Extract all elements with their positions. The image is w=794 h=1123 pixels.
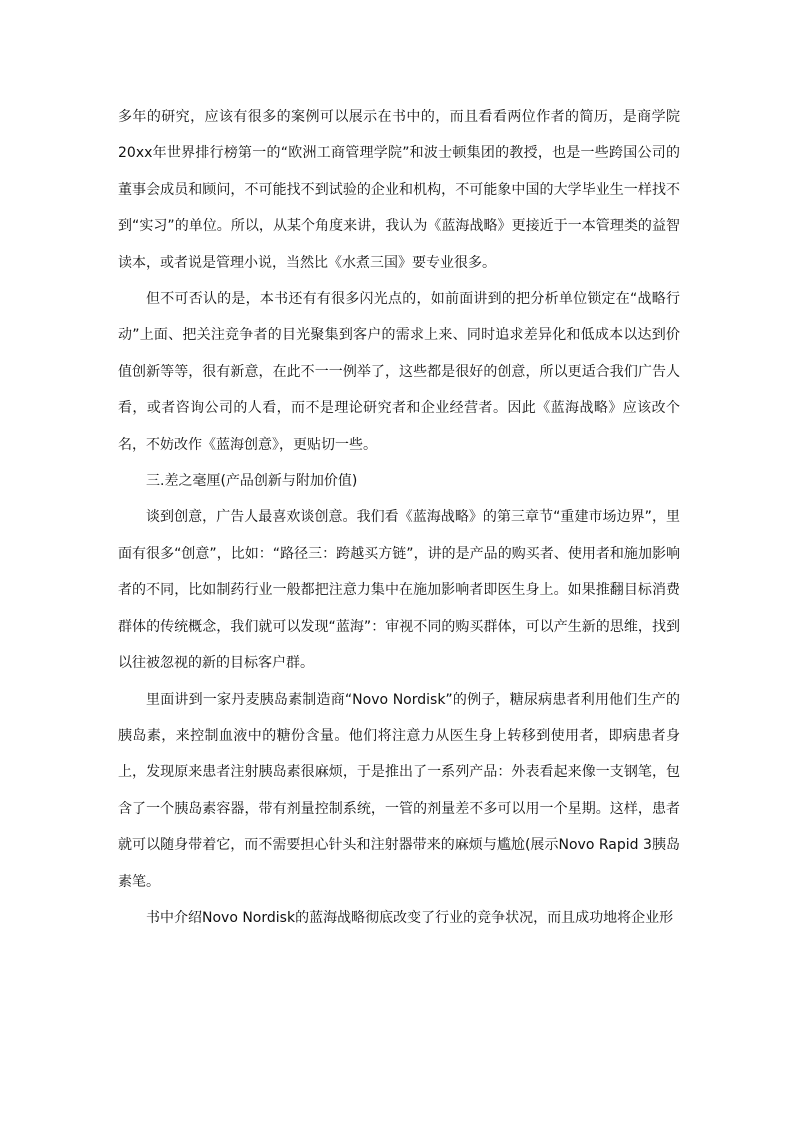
paragraph-highlights: 但不可否认的是，本书还有有很多闪光点的，如前面讲到的把分析单位锁定在“战略行动”上面、把关注竞争者的目光聚集到客户的需求上来、同时追求差异化和低成本以达到价值创新等等，很有新意，在此不一一例举了，这些都是很好的创意，所以更适合我们广告人看，或者咨询公司的人看，而不是理论研究者和企业经营者。因此《蓝海战略》应该改个名，不妨改作《蓝海创意》，更贴切一些。	[118, 291, 680, 453]
paragraph-creativity: 谈到创意，广告人最喜欢谈创意。我们看《蓝海战略》的第三章节“重建市场边界”，里面有很多“创意”，比如：“路径三：跨越买方链”，讲的是产品的购买者、使用者和施加影响者的不同，比如制药行业一般都把注意力集中在施加影响者即医生身上。如果推翻目标消费群体的传统概念，我们就可以发现“蓝海”：审视不同的购买群体，可以产生新的思维，找到以往被忽视的新的目标客户群。	[118, 509, 680, 672]
paragraph-novo-example: 里面讲到一家丹麦胰岛素制造商“Novo Nordisk”的例子，糖尿病患者利用他们生产的胰岛素，来控制血液中的糖份含量。他们将注意力从医生身上转移到使用者，即病患者身上，发现原来患者注射胰岛素很麻烦，于是推出了一系列产品：外表看起来像一支钢笔，包含了一个胰岛素容器，带有剂量控制系统，一管的剂量差不多可以用一个星期。这样，患者就可以随身带着它，而不需要担心针头和注射器带来的麻烦与尴尬(展示Novo Rapid 3胰岛素笔。	[118, 691, 680, 890]
section-heading: 三.差之毫厘(产品创新与附加价值)	[146, 473, 358, 490]
paragraph-conclusion: 书中介绍Novo Nordisk的蓝海战略彻底改变了行业的竞争状况，而且成功地将企业形	[146, 909, 674, 926]
document-body	[118, 99, 680, 936]
paragraph-research: 多年的研究，应该有很多的案例可以展示在书中的，而且看看两位作者的简历，是商学院20xx年世界排行榜第一的“欧洲工商管理学院”和波士顿集团的教授，也是一些跨国公司的董事会成员和顾问，不可能找不到试验的企业和机构，不可能象中国的大学毕业生一样找不到“实习”的单位。所以，从某个角度来讲，我认为《蓝海战略》更接近于一本管理类的益智读本，或者说是管理小说，当然比《水煮三国》要专业很多。	[118, 109, 680, 271]
